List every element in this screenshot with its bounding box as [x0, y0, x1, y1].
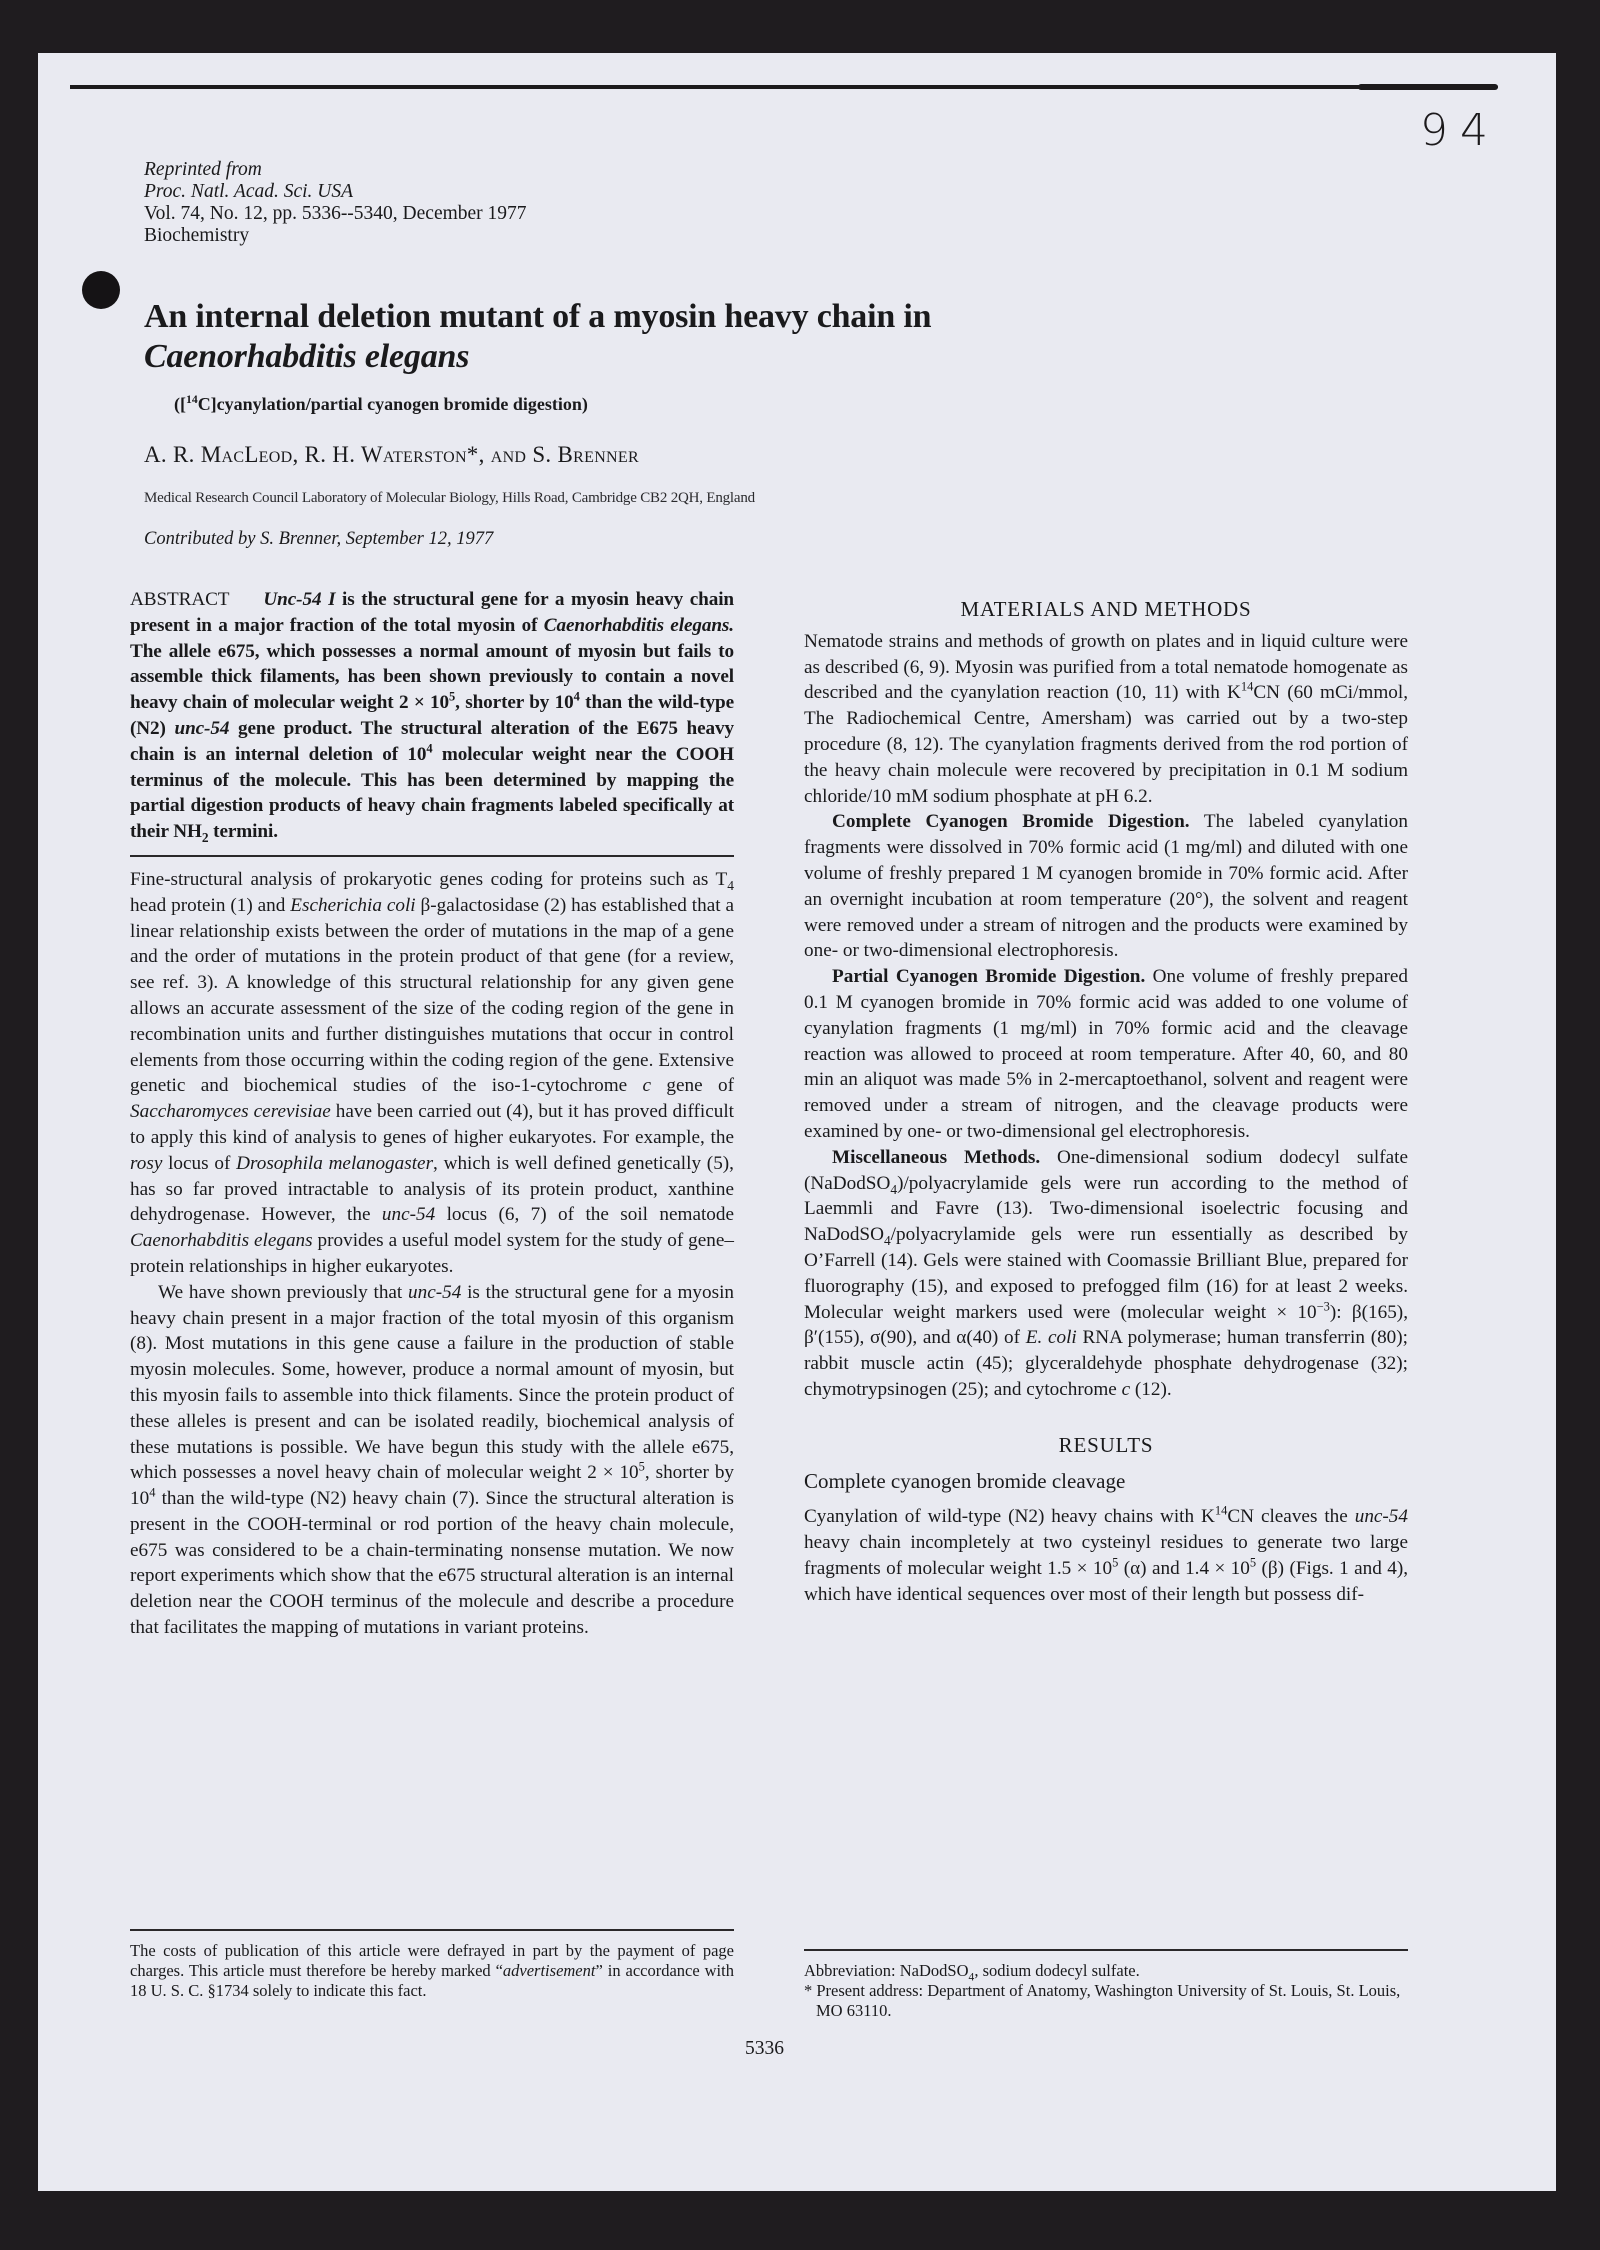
- text: )/polyacrylamide gels were run according to the method of Laemmli and Favre (13). Two-dimensional isoelectric focusing and NaDodSO: [804, 1172, 1408, 1246]
- text: provides a useful model system for the study of gene–protein relationships in higher eukaryotes.: [130, 1230, 734, 1277]
- abstract-text: , shorter by 10: [455, 692, 574, 714]
- right-footnotes: [804, 1949, 1408, 2021]
- text: locus of: [162, 1152, 237, 1174]
- text: The labeled cyanylation fragments were dissolved in 70% formic acid (1 mg/ml) and diluted with one volume of freshly prepared 1 M cyanogen bromide in 70% formic acid. After an overnight incubation at room temperature (20°), the solvent and reagent were removed under a stream of nitrogen and the products were examined by one- or two-dimensional electrophoresis.: [804, 811, 1408, 962]
- subject-category: Biochemistry: [144, 225, 250, 246]
- methods-paragraph-complete-digestion: [804, 809, 1408, 964]
- superscript: 14: [1240, 680, 1254, 694]
- punch-hole-dot: [82, 271, 120, 309]
- text: Fine-structural analysis of prokaryotic genes coding for proteins such as T: [130, 868, 728, 890]
- text: (β) (Figs. 1 and 4), which have identical sequences over most of their length but possess dif-: [804, 1557, 1409, 1605]
- contributed-by: Contributed by S. Brenner, September 12, 1977: [144, 529, 494, 549]
- species-name: Caenorhabditis elegans: [130, 1230, 313, 1252]
- author-footnote-marker: *: [466, 442, 479, 467]
- footnote-divider: [804, 1949, 1408, 1951]
- abstract-species: Caenorhabditis elegans.: [543, 614, 734, 636]
- title-line-1: An internal deletion mutant of a myosin heavy chain in: [144, 298, 932, 335]
- abstract-text: gene product. The structural alteration of the E675 heavy chain is an internal deletion of 10: [130, 717, 734, 765]
- authors-part-2: , and S. Brenner: [478, 442, 639, 467]
- abstract-text: is the structural gene for a myosin heavy chain present in a major fraction of the total myosin of: [130, 589, 734, 636]
- left-column: [130, 587, 734, 1641]
- methods-paragraph-misc: [804, 1145, 1408, 1403]
- abstract-text: termini.: [208, 821, 278, 843]
- italic-text: c: [642, 1075, 652, 1097]
- abstract-text: molecular weight near the COOH terminus of the molecule. This has been determined by mapping the partial digestion products of heavy chain fragments labeled specifically at their NH: [130, 743, 735, 843]
- abstract-gene: unc-54: [174, 717, 230, 739]
- keywords-superscript: 14: [186, 393, 198, 406]
- publication-cost-footnote: [130, 1929, 734, 2001]
- journal-name: Proc. Natl. Acad. Sci. USA: [144, 181, 354, 202]
- methods-paragraph-1: [804, 629, 1408, 810]
- text: heavy chain incompletely at two cysteinyl residues to generate two large fragments of molecular weight 1.5 × 10: [804, 1532, 1408, 1579]
- affiliation: Medical Research Council Laboratory of Molecular Biology, Hills Road, Cambridge CB2 2QH, England: [144, 490, 755, 506]
- text: One-dimensional sodium dodecyl sulfate (NaDodSO: [804, 1146, 1408, 1194]
- superscript: 4: [149, 1485, 156, 1500]
- abstract-gene: Unc-54 I: [263, 589, 336, 610]
- reprint-line: Reprinted from: [144, 159, 262, 180]
- handwritten-page-annotation: 94: [1420, 105, 1500, 156]
- text: /polyacrylamide gels were run essentially as described by O’Farrell (14). Gels were stained with Coomassie Brilliant Blue, prepared for fluorography (15), and exposed to prefogged film (16) for at least 2 weeks. Molecular weight markers used were (molecular weight × 10: [804, 1224, 1408, 1323]
- text: than the wild-type (N2) heavy chain (7). Since the structural alteration is present in the COOH-terminal or rod portion of the heavy chain molecule, e675 was considered to be a chain-terminating nonsense mutation. We now report experiments which show that the e675 structural alteration is an internal deletion near the COOH terminus of the molecule and describe a procedure that facilitates the mapping of mutations in variant proteins.: [130, 1488, 734, 1639]
- keywords-open: ([: [174, 394, 186, 414]
- text: CN cleaves the: [1227, 1506, 1355, 1528]
- results-heading: RESULTS: [1058, 1432, 1154, 1457]
- text: Cyanylation of wild-type (N2) heavy chains with K: [804, 1506, 1215, 1528]
- superscript: 14: [1214, 1503, 1228, 1518]
- abstract-divider: [130, 855, 734, 857]
- run-in-heading: Miscellaneous Methods.: [832, 1146, 1041, 1168]
- subscript: 2: [201, 830, 209, 845]
- italic-text: advertisement: [502, 1960, 596, 1980]
- text: , sodium dodecyl sulfate.: [974, 1960, 1140, 1980]
- text: , shorter by 10: [130, 1462, 735, 1510]
- abstract: [130, 587, 734, 845]
- title-line-2: Caenorhabditis elegans: [144, 338, 470, 375]
- species-name: Drosophila melanogaster: [236, 1152, 434, 1174]
- keywords: [174, 394, 588, 415]
- abstract-text: than the wild-type (N2): [130, 692, 734, 739]
- journal-page: [38, 53, 1556, 2191]
- species-name: E. coli: [1025, 1327, 1077, 1349]
- intro-paragraph-2: [130, 1280, 734, 1641]
- text: head protein (1) and: [130, 894, 291, 916]
- author-list: [144, 442, 639, 468]
- superscript: 5: [449, 689, 456, 704]
- run-in-heading: Complete Cyanogen Bromide Digestion.: [832, 811, 1190, 833]
- superscript: 4: [426, 741, 433, 756]
- italic-text: c: [1121, 1378, 1131, 1400]
- text: Abbreviation: NaDodSO: [804, 1960, 969, 1980]
- superscript: −3: [1316, 1299, 1330, 1314]
- text: We have shown previously that: [158, 1281, 409, 1303]
- text: have been carried out (4), but it has proved difficult to apply this kind of analysis to genes of higher eukaryotes. For example, the: [130, 1101, 734, 1148]
- subscript: 4: [890, 1181, 898, 1197]
- gene-name: rosy: [130, 1152, 163, 1174]
- article-title: [144, 297, 931, 377]
- text: RNA polymerase; human transferrin (80); rabbit muscle actin (45); glyceraldehyde phosphate dehydrogenase (32); chymotrypsinogen (25); and cytochrome: [804, 1327, 1408, 1400]
- subscript: 4: [968, 1970, 975, 1983]
- abstract-text: The allele e675, which possesses a normal amount of myosin but fails to assemble thick filaments, has been shown previously to contain a novel heavy chain of molecular weight 2 × 10: [130, 640, 734, 714]
- text: ” in accordance with 18 U. S. C. §1734 solely to indicate this fact.: [130, 1960, 734, 2000]
- run-in-heading: Partial Cyanogen Bromide Digestion.: [832, 966, 1146, 988]
- text: One volume of freshly prepared 0.1 M cyanogen bromide in 70% formic acid was added to one volume of cyanylation fragments (1 mg/ml) in 70% formic acid and the cleavage reaction was allowed to proceed at room temperature. After 40, 60, and 80 min an aliquot was made 5% in 2-mercaptoethanol, solvent and reagent were removed under a stream of nitrogen, and the cleavage products were examined by one- or two-dimensional gel electrophoresis.: [804, 966, 1408, 1142]
- cost-note: [130, 1941, 734, 2001]
- species-name: Escherichia coli: [290, 894, 416, 916]
- superscript: 4: [573, 689, 580, 704]
- superscript: 5: [1249, 1555, 1257, 1570]
- text: Nematode strains and methods of growth on plates and in liquid culture were as described (6, 9). Myosin was purified from a total nematode homogenate as described and the cyanylation reaction (10, 11) with K: [804, 630, 1408, 704]
- subscript: 4: [883, 1232, 891, 1248]
- text: (α) and 1.4 × 10: [1118, 1557, 1250, 1579]
- top-rule-divider: [70, 85, 1498, 89]
- species-name: Saccharomyces cerevisiae: [130, 1101, 331, 1123]
- keywords-text: C]cyanylation/partial cyanogen bromide digestion): [197, 394, 588, 414]
- text: locus (6, 7) of the soil nematode: [435, 1204, 735, 1226]
- text: The costs of publication of this article were defrayed in part by the payment of page charges. This article must therefore be hereby marked “: [130, 1940, 734, 1980]
- abbreviation-note: [804, 1961, 1408, 1981]
- reprint-citation: [144, 159, 527, 247]
- results-subheading: Complete cyanogen bromide cleavage: [804, 1468, 1126, 1493]
- subscript: 4: [727, 877, 734, 893]
- page-number: 5336: [745, 2038, 784, 2059]
- intro-paragraph-1: [130, 867, 734, 1280]
- right-column: [804, 587, 1408, 1607]
- abstract-label: ABSTRACT: [130, 589, 230, 610]
- gene-name: unc-54: [1354, 1506, 1408, 1528]
- results-paragraph-1: [804, 1504, 1408, 1607]
- superscript: 5: [638, 1459, 645, 1474]
- authors-part-1: A. R. MacLeod, R. H. Waterston: [144, 442, 467, 467]
- text: CN (60 mCi/mmol, The Radiochemical Centre, Amersham) was carried out by a two-step procedure (8, 12). The cyanylation fragments derived from the rod portion of the heavy chain molecule were recovered by precipitation in 0.1 M sodium chloride/10 mM sodium phosphate at pH 6.2.: [804, 682, 1408, 807]
- text: ): β(165), β′(155), σ(90), and α(40) of: [804, 1301, 1408, 1349]
- present-address-note: * Present address: Department of Anatomy, Washington University of St. Louis, St. Louis, MO 63110.: [804, 1980, 1401, 2020]
- text: is the structural gene for a myosin heavy chain present in a major fraction of the total myosin of this organism (8). Most mutations in this gene cause a failure in the production of stable myosin molecules. Some, however, produce a normal amount of myosin, but this myosin fails to assemble into thick filaments. Since the protein product of these alleles is present and can be isolated readily, biochemical analysis of these mutations is possible. We have begun this study with the allele e675, which possesses a novel heavy chain of molecular weight 2 × 10: [130, 1281, 734, 1484]
- methods-paragraph-partial-digestion: [804, 964, 1408, 1145]
- superscript: 5: [1112, 1555, 1119, 1570]
- gene-name: unc-54: [408, 1281, 462, 1303]
- text: (12).: [1130, 1378, 1172, 1400]
- gene-name: unc-54: [381, 1204, 436, 1226]
- text: gene of: [651, 1075, 734, 1097]
- methods-heading: MATERIALS AND METHODS: [960, 597, 1252, 621]
- text: , which is well defined genetically (5), has so far proved intractable to analysis of its protein product, xanthine dehydrogenase. However, the: [130, 1152, 734, 1226]
- text: β-galactosidase (2) has established that a linear relationship exists between the order of mutations in the map of a gene and the order of mutations in the protein product of that gene (for a review, see ref. 3). A knowledge of this structural relationship for any given gene allows an accurate assessment of the size of the coding region of the gene in recombination units and further distinguishes mutations that occur in control elements from those occurring within the coding region of the gene. Extensive genetic and biochemical studies of the iso-1-cytochrome: [130, 894, 734, 1097]
- footnote-divider: [130, 1929, 734, 1931]
- volume-info: Vol. 74, No. 12, pp. 5336--5340, December 1977: [144, 203, 527, 224]
